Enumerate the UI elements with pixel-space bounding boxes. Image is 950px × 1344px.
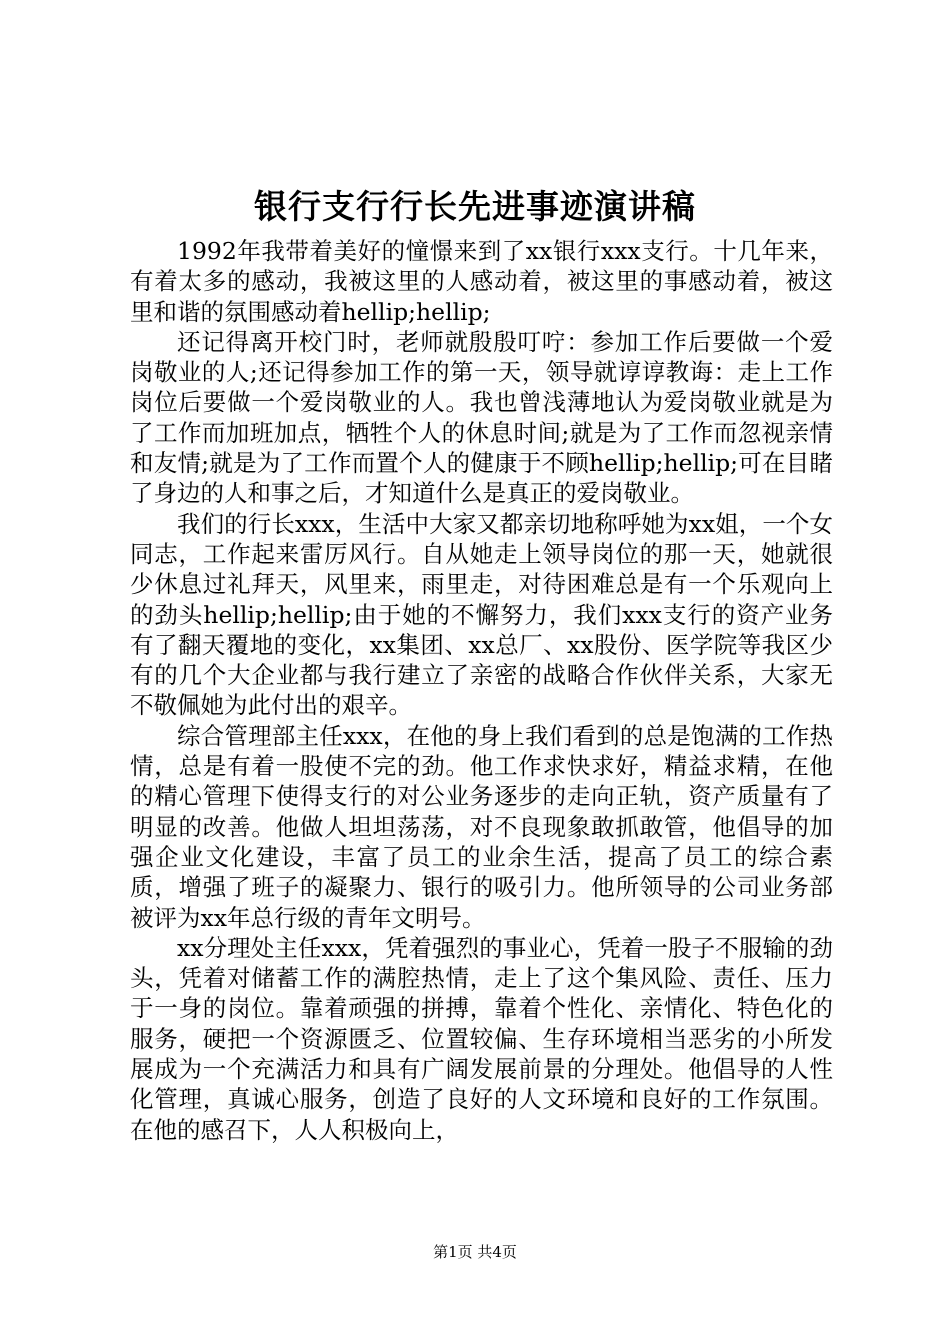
paragraph: 综合管理部主任xxx，在他的身上我们看到的总是饱满的工作热情，总是有着一股使不完的劲。他工作求快求好，精益求精，在他的精心管理下使得支行的对公业务逐步的走向正轨，资产质量有了明显的改善。他做人坦坦荡荡，对不良现象敢抓敢管，他倡导的加强企业文化建设，丰富了员工的业余生活，提高了员工的综合素质，增强了班子的凝聚力、银行的吸引力。他所领导的公司业务部被评为xx年总行级的青年文明号。 bbox=[130, 721, 833, 932]
paragraph: 我们的行长xxx，生活中大家又都亲切地称呼她为xx姐，一个女同志，工作起来雷厉风行。自从她走上领导岗位的那一天，她就很少休息过礼拜天，风里来，雨里走，对待困难总是有一个乐观向上的劲头hellip;hellip;由于她的不懈努力，我们xxx支行的资产业务有了翻天覆地的变化，xx集团、xx总厂、xx股份、医学院等我区少有的几个大企业都与我行建立了亲密的战略合作伙伴关系，大家无不敬佩她为此付出的艰辛。 bbox=[130, 509, 833, 720]
paragraph: 1992年我带着美好的憧憬来到了xx银行xxx支行。十几年来，有着太多的感动，我被这里的人感动着，被这里的事感动着，被这里和谐的氛围感动着hellip;hellip; bbox=[130, 237, 833, 326]
document-body bbox=[130, 236, 833, 1145]
document-title: 银行支行行长先进事迹演讲稿 bbox=[254, 187, 696, 226]
paragraph: xx分理处主任xxx，凭着强烈的事业心，凭着一股子不服输的劲头，凭着对储蓄工作的满腔热情，走上了这个集风险、责任、压力于一身的岗位。靠着顽强的拼搏，靠着个性化、亲情化、特色化的服务，硬把一个资源匮乏、位置较偏、生存环境相当恶劣的小所发展成为一个充满活力和具有广阔发展前景的分理处。他倡导的人性化管理，真诚心服务，创造了良好的人文环境和良好的工作氛围。在他的感召下，人人积极向上， bbox=[130, 933, 833, 1144]
page-number-footer: 第1页 共4页 bbox=[433, 1243, 517, 1261]
paragraph: 还记得离开校门时，老师就殷殷叮咛：参加工作后要做一个爱岗敬业的人;还记得参加工作的第一天，领导就谆谆教诲：走上工作岗位后要做一个爱岗敬业的人。我也曾浅薄地认为爱岗敬业就是为了工作而加班加点，牺牲个人的休息时间;就是为了工作而忽视亲情和友情;就是为了工作而置个人的健康于不顾hellip;hellip;可在目睹了身边的人和事之后，才知道什么是真正的爱岗敬业。 bbox=[130, 327, 833, 508]
